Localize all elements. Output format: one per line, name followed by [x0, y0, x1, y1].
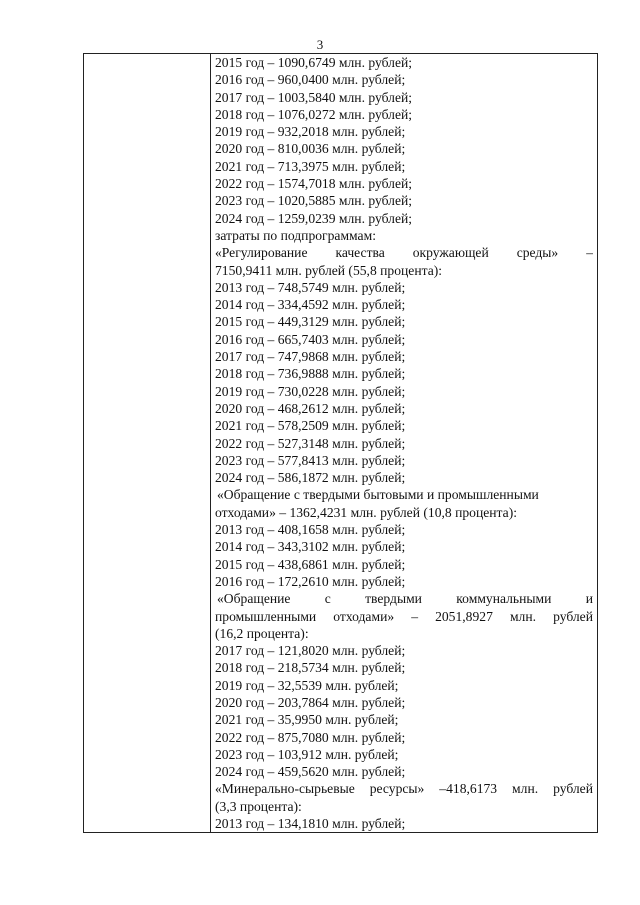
- text-line: 2022 год – 1574,7018 млн. рублей;: [215, 176, 413, 192]
- text-line: 2017 год – 747,9868 млн. рублей;: [215, 349, 406, 365]
- text-line: 2020 год – 810,0036 млн. рублей;: [215, 141, 406, 157]
- text-line: 2014 год – 334,4592 млн. рублей;: [215, 297, 406, 313]
- subprogram-heading: «Минерально-сырьевые ресурсы» –418,6173 млн. рублей: [215, 781, 593, 797]
- text-line: 2013 год – 408,1658 млн. рублей;: [215, 522, 406, 538]
- text-line: 2016 год – 665,7403 млн. рублей;: [215, 331, 406, 347]
- text-line: 2022 год – 875,7080 млн. рублей;: [215, 729, 406, 745]
- funding-table: [83, 53, 598, 833]
- text-line: 2022 год – 527,3148 млн. рублей;: [215, 435, 406, 451]
- text-line: 2024 год – 1259,0239 млн. рублей;: [215, 210, 413, 226]
- text-line: 2023 год – 103,912 млн. рублей;: [215, 746, 399, 762]
- text-line: 2018 год – 1076,0272 млн. рублей;: [215, 106, 413, 122]
- text-line: 2015 год – 1090,6749 млн. рублей;: [215, 55, 413, 70]
- funding-text-cell: [215, 54, 593, 832]
- text-line: (3,3 процента):: [215, 798, 302, 814]
- text-line: отходами» – 1362,4231 млн. рублей (10,8 процента):: [215, 504, 518, 520]
- text-line: промышленными отходами» – 2051,8927 млн. рублей: [215, 608, 593, 624]
- subprogram-heading: «Обращение с твердыми бытовыми и промышленными: [217, 487, 539, 503]
- text-line: 2021 год – 35,9950 млн. рублей;: [215, 712, 399, 728]
- text-line: 2024 год – 586,1872 млн. рублей;: [215, 470, 406, 486]
- text-line: 2018 год – 736,9888 млн. рублей;: [215, 366, 406, 382]
- text-line: затраты по подпрограммам:: [215, 227, 376, 243]
- text-line: 2014 год – 343,3102 млн. рублей;: [215, 539, 406, 555]
- text-line: 2016 год – 172,2610 млн. рублей;: [215, 573, 406, 589]
- text-line: 2020 год – 203,7864 млн. рублей;: [215, 694, 406, 710]
- text-line: (16,2 процента):: [215, 625, 309, 641]
- text-line: 2013 год – 134,1810 млн. рублей;: [215, 816, 406, 832]
- text-line: 2019 год – 32,5539 млн. рублей;: [215, 677, 399, 693]
- subprogram-heading: «Регулирование качества окружающей среды» –: [215, 245, 593, 261]
- text-line: 2023 год – 1020,5885 млн. рублей;: [215, 193, 413, 209]
- text-line: 2018 год – 218,5734 млн. рублей;: [215, 660, 406, 676]
- text-line: 7150,9411 млн. рублей (55,8 процента):: [215, 262, 443, 278]
- text-line: 2019 год – 932,2018 млн. рублей;: [215, 124, 406, 140]
- text-line: 2013 год – 748,5749 млн. рублей;: [215, 279, 406, 295]
- text-line: 2021 год – 713,3975 млн. рублей;: [215, 158, 406, 174]
- text-line: 2016 год – 960,0400 млн. рублей;: [215, 72, 406, 88]
- text-line: 2021 год – 578,2509 млн. рублей;: [215, 418, 406, 434]
- text-line: 2015 год – 438,6861 млн. рублей;: [215, 556, 406, 572]
- text-line: 2015 год – 449,3129 млн. рублей;: [215, 314, 406, 330]
- text-line: 2019 год – 730,0228 млн. рублей;: [215, 383, 406, 399]
- text-line: 2024 год – 459,5620 млн. рублей;: [215, 764, 406, 780]
- page-number: 3: [316, 37, 324, 52]
- text-line: 2020 год – 468,2612 млн. рублей;: [215, 400, 406, 416]
- text-line: 2023 год – 577,8413 млн. рублей;: [215, 452, 406, 468]
- text-line: 2017 год – 121,8020 млн. рублей;: [215, 643, 406, 659]
- text-line: 2017 год – 1003,5840 млн. рублей;: [215, 89, 413, 105]
- column-divider: [210, 54, 211, 832]
- subprogram-heading: «Обращение с твердыми коммунальными и: [217, 591, 593, 607]
